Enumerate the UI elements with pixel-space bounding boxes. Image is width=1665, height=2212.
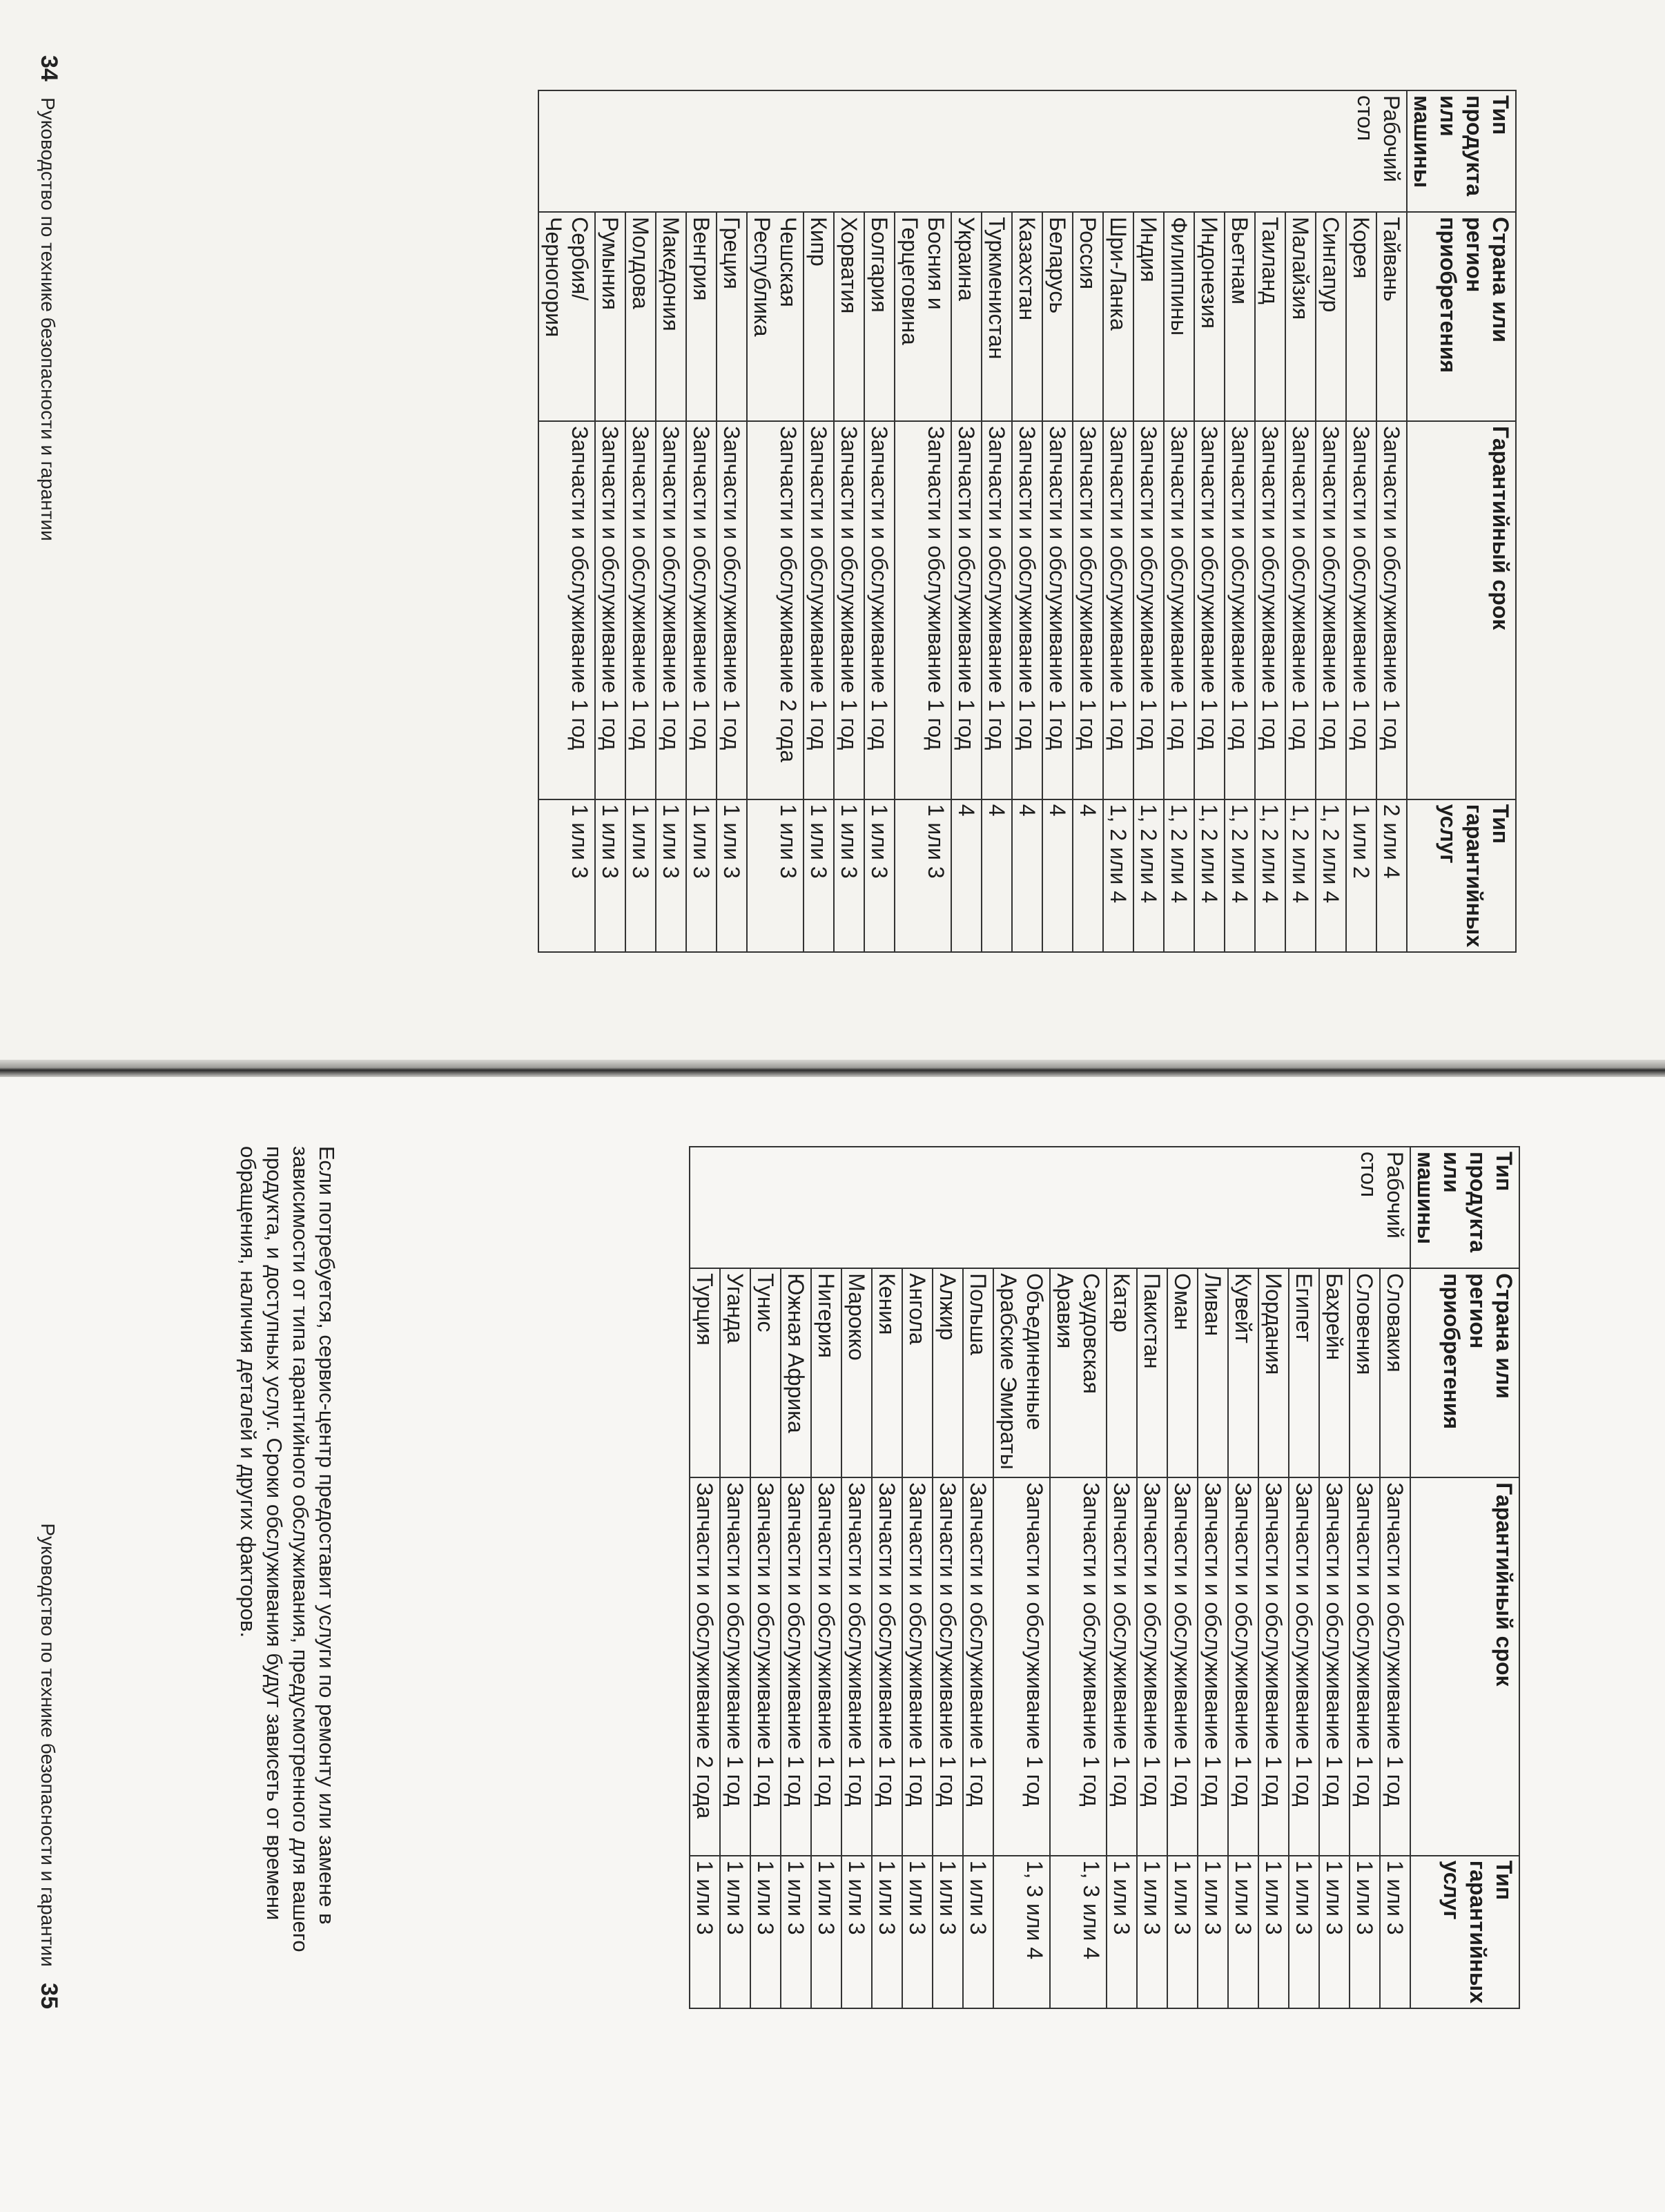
table-row (1258, 1147, 1289, 2008)
table-row (747, 90, 804, 952)
country-cell: Венгрия (686, 212, 717, 421)
term-cell: Запчасти и обслуживание 1 год (625, 421, 656, 799)
service-type-cell: 1 или 3 (963, 1856, 993, 2008)
table-row (656, 90, 686, 952)
table-row (686, 90, 717, 952)
country-cell: Кипр (804, 212, 834, 421)
table-row (781, 1147, 811, 2008)
term-cell: Запчасти и обслуживание 1 год (750, 1477, 781, 1856)
country-cell: Босния и Герцеговина (895, 212, 951, 421)
country-cell: Саудовская Аравия (1050, 1268, 1107, 1477)
country-cell: Южная Африка (781, 1268, 811, 1477)
service-type-cell: 1 или 3 (781, 1856, 811, 2008)
country-cell: Польша (963, 1268, 993, 1477)
service-type-cell: 1 или 3 (1289, 1856, 1319, 2008)
header-service-type: Тип гарантийных услуг (1407, 799, 1516, 952)
country-cell: Индонезия (1194, 212, 1225, 421)
page-35 (0, 1077, 1665, 2212)
term-cell: Запчасти и обслуживание 1 год (1137, 1477, 1167, 1856)
term-cell: Запчасти и обслуживание 1 год (834, 421, 864, 799)
country-cell: Чешская Республика (747, 212, 804, 421)
table-row (963, 1147, 993, 2008)
table-row (690, 1147, 720, 2008)
table-row (895, 90, 951, 952)
page-35-content (0, 1077, 1665, 2099)
country-cell: Словения (1350, 1268, 1380, 1477)
running-title: Руководство по технике безопасности и гарантии (37, 97, 59, 541)
service-type-cell: 1 или 3 (902, 1856, 933, 2008)
term-cell: Запчасти и обслуживание 1 год (1285, 421, 1316, 799)
term-cell: Запчасти и обслуживание 1 год (1133, 421, 1164, 799)
term-cell: Запчасти и обслуживание 1 год (1012, 421, 1042, 799)
term-cell: Запчасти и обслуживание 1 год (538, 421, 595, 799)
table-row (1228, 1147, 1258, 2008)
service-type-cell: 1 или 3 (1258, 1856, 1289, 2008)
running-footer-34 (35, 55, 62, 541)
service-type-cell: 1 или 3 (804, 799, 834, 952)
table-row (993, 1147, 1050, 2008)
service-type-cell: 4 (951, 799, 982, 952)
service-type-cell: 1, 2 или 4 (1103, 799, 1133, 952)
service-type-cell: 1 или 3 (872, 1856, 902, 2008)
country-cell: Марокко (841, 1268, 872, 1477)
header-service-type: Тип гарантийных услуг (1410, 1856, 1519, 2008)
country-cell: Ливан (1198, 1268, 1228, 1477)
page-34 (0, 0, 1665, 1060)
table-row (834, 90, 864, 952)
page-34-content (0, 0, 1665, 1022)
table-row (720, 1147, 750, 2008)
term-cell: Запчасти и обслуживание 1 год (963, 1477, 993, 1856)
term-cell: Запчасти и обслуживание 1 год (720, 1477, 750, 1856)
term-cell: Запчасти и обслуживание 1 год (1289, 1477, 1319, 1856)
country-cell: Хорватия (834, 212, 864, 421)
term-cell: Запчасти и обслуживание 1 год (1194, 421, 1225, 799)
country-cell: Оман (1167, 1268, 1198, 1477)
service-type-cell: 1 или 3 (1380, 1856, 1410, 2008)
service-type-cell: 1, 2 или 4 (1255, 799, 1285, 952)
service-type-cell: 1, 3 или 4 (1050, 1856, 1107, 2008)
table-row (1225, 90, 1255, 952)
term-cell: Запчасти и обслуживание 1 год (1319, 1477, 1350, 1856)
table-row (625, 90, 656, 952)
country-cell: Сербия/ Черногория (538, 212, 595, 421)
service-type-cell: 4 (1073, 799, 1103, 952)
term-cell: Запчасти и обслуживание 1 год (1167, 1477, 1198, 1856)
country-cell: Болгария (864, 212, 895, 421)
table-row (1167, 1147, 1198, 2008)
service-type-cell: 4 (1042, 799, 1073, 952)
header-term: Гарантийный срок (1407, 421, 1516, 799)
product-type-cell: Рабочий стол (538, 90, 1407, 212)
term-cell: Запчасти и обслуживание 1 год (1350, 1477, 1380, 1856)
country-cell: Тайвань (1376, 212, 1407, 421)
term-cell: Запчасти и обслуживание 1 год (1346, 421, 1376, 799)
table-row (1137, 1147, 1167, 2008)
term-cell: Запчасти и обслуживание 2 года (690, 1477, 720, 1856)
table-row (1194, 90, 1225, 952)
table-row (1042, 90, 1073, 952)
country-cell: Бахрейн (1319, 1268, 1350, 1477)
term-cell: Запчасти и обслуживание 1 год (1107, 1477, 1137, 1856)
running-title: Руководство по технике безопасности и гарантии (37, 1523, 59, 1967)
table-row (841, 1147, 872, 2008)
header-country: Страна или регион приобретения (1410, 1268, 1519, 1477)
table-row (1012, 90, 1042, 952)
table-row (1164, 90, 1194, 952)
country-cell: Греция (717, 212, 747, 421)
term-cell: Запчасти и обслуживание 1 год (841, 1477, 872, 1856)
service-type-cell: 1 или 3 (538, 799, 595, 952)
service-type-cell: 1 или 3 (656, 799, 686, 952)
country-cell: Беларусь (1042, 212, 1073, 421)
service-type-cell: 1 или 3 (1350, 1856, 1380, 2008)
header-country: Страна или регион приобретения (1407, 212, 1516, 421)
term-cell: Запчасти и обслуживание 1 год (717, 421, 747, 799)
term-cell: Запчасти и обслуживание 1 год (864, 421, 895, 799)
country-cell: Туркменистан (982, 212, 1012, 421)
country-cell: Пакистан (1137, 1268, 1167, 1477)
country-cell: Иордания (1258, 1268, 1289, 1477)
service-type-cell: 1, 2 или 4 (1164, 799, 1194, 952)
term-cell: Запчасти и обслуживание 1 год (656, 421, 686, 799)
term-cell: Запчасти и обслуживание 1 год (895, 421, 951, 799)
table-row (1376, 90, 1407, 952)
term-cell: Запчасти и обслуживание 1 год (982, 421, 1012, 799)
country-cell: Таиланд (1255, 212, 1285, 421)
term-cell: Запчасти и обслуживание 1 год (686, 421, 717, 799)
running-footer-35 (35, 1146, 62, 2009)
service-type-cell: 1 или 3 (834, 799, 864, 952)
term-cell: Запчасти и обслуживание 1 год (1050, 1477, 1107, 1856)
country-cell: Словакия (1380, 1268, 1410, 1477)
term-cell: Запчасти и обслуживание 1 год (1255, 421, 1285, 799)
table-row (1103, 90, 1133, 952)
service-type-cell: 1 или 3 (747, 799, 804, 952)
table-row (864, 90, 895, 952)
term-cell: Запчасти и обслуживание 1 год (1376, 421, 1407, 799)
service-type-cell: 1 или 3 (1319, 1856, 1350, 2008)
country-cell: Малайзия (1285, 212, 1316, 421)
header-term: Гарантийный срок (1410, 1477, 1519, 1856)
service-note: Если потребуется, сервис-центр предоставит услуги по ремонту или замене в зависимости от типа гарантийного обслуживания, предусмотренного для вашего продукта, и доступных услуг. Сроки обслуживания будут зависеть от времени обращения, наличия деталей и других факторов. (236, 1146, 339, 1952)
table-row (1073, 90, 1103, 952)
table-row (717, 90, 747, 952)
table-row (951, 90, 982, 952)
table-row (1198, 1147, 1228, 2008)
table-row (1380, 1147, 1410, 2008)
term-cell: Запчасти и обслуживание 1 год (993, 1477, 1050, 1856)
table-row (1107, 1147, 1137, 2008)
service-type-cell: 1 или 3 (1198, 1856, 1228, 2008)
country-cell: Вьетнам (1225, 212, 1255, 421)
country-cell: Корея (1346, 212, 1376, 421)
service-type-cell: 1 или 3 (625, 799, 656, 952)
service-type-cell: 4 (1012, 799, 1042, 952)
service-type-cell: 1 или 3 (864, 799, 895, 952)
service-type-cell: 1, 2 или 4 (1225, 799, 1255, 952)
table-row (1289, 1147, 1319, 2008)
book-fold (0, 1060, 1665, 1077)
country-cell: Тунис (750, 1268, 781, 1477)
country-cell: Турция (690, 1268, 720, 1477)
country-cell: Объединенные Арабские Эмираты (993, 1268, 1050, 1477)
country-cell: Катар (1107, 1268, 1137, 1477)
term-cell: Запчасти и обслуживание 1 год (1258, 1477, 1289, 1856)
table-row (1319, 1147, 1350, 2008)
term-cell: Запчасти и обслуживание 1 год (1164, 421, 1194, 799)
service-type-cell: 1, 2 или 4 (1194, 799, 1225, 952)
country-cell: Кения (872, 1268, 902, 1477)
service-type-cell: 4 (982, 799, 1012, 952)
term-cell: Запчасти и обслуживание 1 год (1380, 1477, 1410, 1856)
term-cell: Запчасти и обслуживание 1 год (1073, 421, 1103, 799)
service-type-cell: 1, 2 или 4 (1316, 799, 1346, 952)
service-type-cell: 1 или 3 (933, 1856, 963, 2008)
header-product-type: Тип продукта или машины (1407, 90, 1516, 212)
term-cell: Запчасти и обслуживание 1 год (804, 421, 834, 799)
service-type-cell: 1 или 3 (895, 799, 951, 952)
service-type-cell: 1 или 3 (750, 1856, 781, 2008)
term-cell: Запчасти и обслуживание 1 год (1198, 1477, 1228, 1856)
service-type-cell: 1 или 3 (1137, 1856, 1167, 2008)
table-row (595, 90, 625, 952)
service-type-cell: 1 или 3 (690, 1856, 720, 2008)
country-cell: Украина (951, 212, 982, 421)
term-cell: Запчасти и обслуживание 1 год (1316, 421, 1346, 799)
table-row (1285, 90, 1316, 952)
country-cell: Уганда (720, 1268, 750, 1477)
table-row (933, 1147, 963, 2008)
table-row (804, 90, 834, 952)
term-cell: Запчасти и обслуживание 1 год (933, 1477, 963, 1856)
table-row (982, 90, 1012, 952)
service-type-cell: 1, 3 или 4 (993, 1856, 1050, 2008)
country-cell: Россия (1073, 212, 1103, 421)
country-cell: Алжир (933, 1268, 963, 1477)
service-type-cell: 1, 2 или 4 (1133, 799, 1164, 952)
header-product-type: Тип продукта или машины (1410, 1147, 1519, 1268)
table-row (1346, 90, 1376, 952)
table-row (750, 1147, 781, 2008)
term-cell: Запчасти и обслуживание 1 год (1225, 421, 1255, 799)
table-row (872, 1147, 902, 2008)
warranty-table-35 (689, 1146, 1520, 2009)
service-type-cell: 1 или 3 (841, 1856, 872, 2008)
service-type-cell: 1 или 3 (686, 799, 717, 952)
country-cell: Казахстан (1012, 212, 1042, 421)
service-type-cell: 2 или 4 (1376, 799, 1407, 952)
service-type-cell: 1 или 3 (720, 1856, 750, 2008)
service-type-cell: 1 или 3 (1167, 1856, 1198, 2008)
service-type-cell: 1, 2 или 4 (1285, 799, 1316, 952)
service-type-cell: 1 или 3 (1228, 1856, 1258, 2008)
service-type-cell: 1 или 3 (717, 799, 747, 952)
country-cell: Филиппины (1164, 212, 1194, 421)
term-cell: Запчасти и обслуживание 1 год (781, 1477, 811, 1856)
country-cell: Нигерия (811, 1268, 841, 1477)
service-type-cell: 1 или 3 (811, 1856, 841, 2008)
term-cell: Запчасти и обслуживание 1 год (902, 1477, 933, 1856)
country-cell: Шри-Ланка (1103, 212, 1133, 421)
country-cell: Индия (1133, 212, 1164, 421)
term-cell: Запчасти и обслуживание 1 год (1103, 421, 1133, 799)
term-cell: Запчасти и обслуживание 1 год (811, 1477, 841, 1856)
page-number: 35 (36, 1983, 62, 2009)
table-row (1316, 90, 1346, 952)
table-row (902, 1147, 933, 2008)
country-cell: Македония (656, 212, 686, 421)
warranty-table-34 (538, 90, 1517, 953)
product-type-cell: Рабочий стол (690, 1147, 1410, 1268)
service-type-cell: 1 или 3 (595, 799, 625, 952)
term-cell: Запчасти и обслуживание 1 год (1228, 1477, 1258, 1856)
term-cell: Запчасти и обслуживание 1 год (1042, 421, 1073, 799)
term-cell: Запчасти и обслуживание 2 года (747, 421, 804, 799)
country-cell: Сингапур (1316, 212, 1346, 421)
country-cell: Кувейт (1228, 1268, 1258, 1477)
term-cell: Запчасти и обслуживание 1 год (595, 421, 625, 799)
country-cell: Румыния (595, 212, 625, 421)
table-row (1350, 1147, 1380, 2008)
service-type-cell: 1 или 2 (1346, 799, 1376, 952)
table-row (1255, 90, 1285, 952)
table-row (538, 90, 595, 952)
service-type-cell: 1 или 3 (1107, 1856, 1137, 2008)
table-row (811, 1147, 841, 2008)
term-cell: Запчасти и обслуживание 1 год (951, 421, 982, 799)
country-cell: Молдова (625, 212, 656, 421)
term-cell: Запчасти и обслуживание 1 год (872, 1477, 902, 1856)
page-number: 34 (36, 55, 62, 81)
table-row (1050, 1147, 1107, 2008)
country-cell: Египет (1289, 1268, 1319, 1477)
country-cell: Ангола (902, 1268, 933, 1477)
table-row (1133, 90, 1164, 952)
